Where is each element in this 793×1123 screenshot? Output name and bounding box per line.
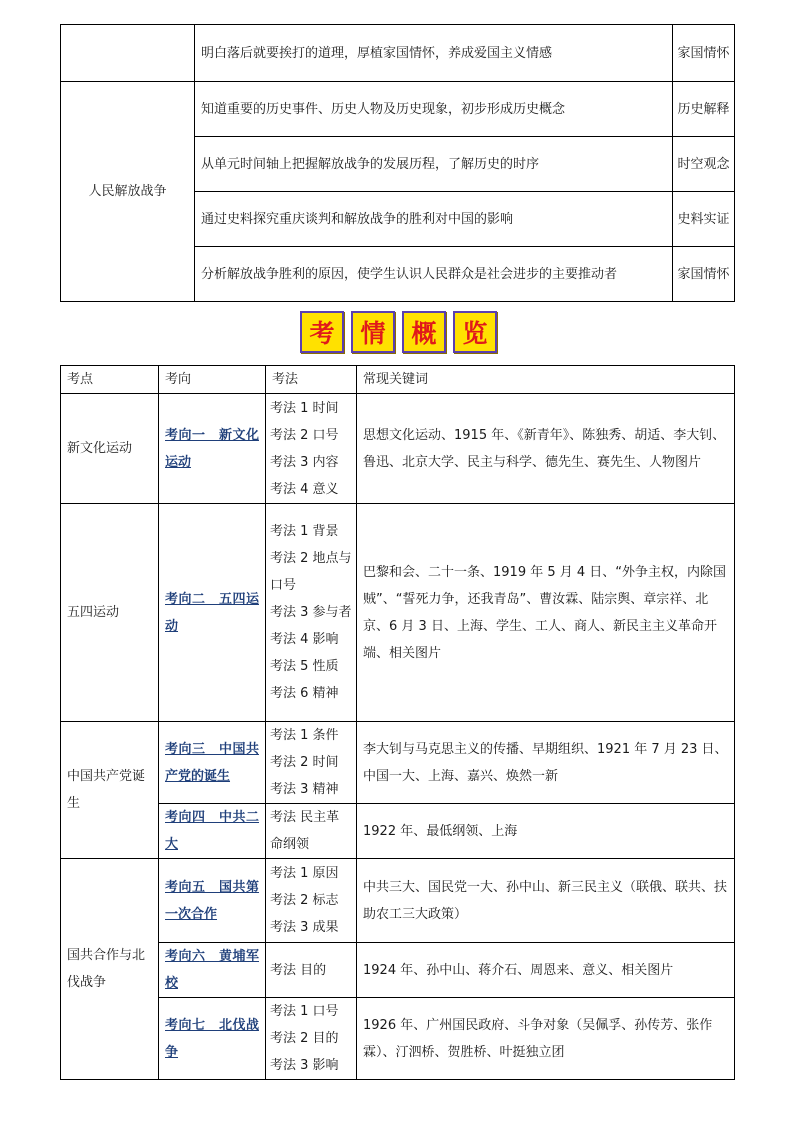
topic-cell: 五四运动 — [61, 504, 159, 722]
method-item: 考法 1 背景 — [270, 524, 339, 539]
method-item: 考法 3 成果 — [270, 920, 339, 935]
method-cell — [266, 504, 357, 722]
method-cell — [266, 943, 357, 998]
topic-cell: 中国共产党诞生 — [61, 722, 159, 859]
method-item: 考法 3 精神 — [270, 782, 339, 797]
direction-link[interactable]: 考向一 新文化运动 — [159, 394, 266, 504]
keywords-cell: 思想文化运动、1915 年、《新青年》、陈独秀、胡适、李大钊、鲁迅、北京大学、民主与科学、德先生、赛先生、人物图片 — [357, 394, 735, 504]
unit-cell: 人民解放战争 — [61, 82, 195, 302]
method-item: 考法 民主革命纲领 — [270, 810, 340, 852]
unit-cell — [61, 25, 195, 82]
keywords-cell: 巴黎和会、二十一条、1919 年 5 月 4 日、“外争主权，内除国贼”、“誓死力争，还我青岛”、曹汝霖、陆宗舆、章宗祥、北京、6 月 3 日、上海、学生、工人、商人、新民主主义革命开端、相关图片 — [357, 504, 735, 722]
table-row — [61, 504, 735, 722]
header-row — [61, 366, 735, 394]
method-cell — [266, 998, 357, 1080]
method-item: 考法 6 精神 — [270, 686, 339, 701]
table-row — [61, 998, 735, 1080]
table-row — [61, 25, 735, 82]
method-item: 考法 5 性质 — [270, 659, 339, 674]
method-item: 考法 4 影响 — [270, 632, 339, 647]
method-item: 考法 2 地点与口号 — [270, 551, 352, 593]
method-cell — [266, 722, 357, 804]
method-item: 考法 1 时间 — [270, 400, 339, 416]
section-banner — [300, 311, 497, 353]
method-item: 考法 目的 — [270, 962, 327, 978]
literacy-cell: 家国情怀 — [673, 25, 735, 82]
method-item: 考法 1 原因 — [270, 866, 339, 881]
goal-cell: 通过史料探究重庆谈判和解放战争的胜利对中国的影响 — [195, 192, 673, 247]
table-row — [61, 943, 735, 998]
direction-link[interactable]: 考向六 黄埔军校 — [159, 943, 266, 998]
direction-link[interactable]: 考向七 北伐战争 — [159, 998, 266, 1080]
banner-char: 概 — [402, 311, 446, 353]
method-item: 考法 4 意义 — [270, 481, 339, 497]
keywords-cell: 1922 年、最低纲领、上海 — [357, 804, 735, 859]
method-cell — [266, 804, 357, 859]
literacy-cell: 家国情怀 — [673, 247, 735, 302]
header-keywords: 常现关键词 — [357, 366, 735, 394]
method-item: 考法 2 标志 — [270, 893, 339, 908]
table-row — [61, 859, 735, 943]
banner-char: 情 — [351, 311, 395, 353]
method-item: 考法 1 条件 — [270, 728, 339, 743]
header-direction: 考向 — [159, 366, 266, 394]
direction-link[interactable]: 考向三 中国共产党的诞生 — [159, 722, 266, 804]
method-item: 考法 3 内容 — [270, 454, 339, 470]
keywords-cell: 中共三大、国民党一大、孙中山、新三民主义（联俄、联共、扶助农工三大政策） — [357, 859, 735, 943]
method-item: 考法 2 目的 — [270, 1031, 339, 1046]
literacy-cell: 史料实证 — [673, 192, 735, 247]
banner-char: 览 — [453, 311, 497, 353]
method-item: 考法 1 口号 — [270, 1004, 339, 1019]
table-row — [61, 722, 735, 804]
banner-char: 考 — [300, 311, 344, 353]
goal-cell: 知道重要的历史事件、历史人物及历史现象，初步形成历史概念 — [195, 82, 673, 137]
table-row — [61, 82, 735, 137]
goal-cell: 明白落后就要挨打的道理，厚植家国情怀，养成爱国主义情感 — [195, 25, 673, 82]
goal-cell: 分析解放战争胜利的原因，使学生认识人民群众是社会进步的主要推动者 — [195, 247, 673, 302]
topic-cell: 国共合作与北伐战争 — [61, 859, 159, 1080]
unit-goals-table — [60, 24, 735, 302]
method-item: 考法 3 参与者 — [270, 605, 352, 620]
direction-link[interactable]: 考向四 中共二大 — [159, 804, 266, 859]
exam-overview-table — [60, 365, 735, 1080]
method-item: 考法 2 时间 — [270, 755, 339, 770]
keywords-cell: 1924 年、孙中山、蒋介石、周恩来、意义、相关图片 — [357, 943, 735, 998]
direction-link[interactable]: 考向五 国共第一次合作 — [159, 859, 266, 943]
table-row — [61, 804, 735, 859]
table-row — [61, 394, 735, 504]
keywords-cell: 1926 年、广州国民政府、斗争对象（吴佩孚、孙传芳、张作霖）、汀泗桥、贺胜桥、叶挺独立团 — [357, 998, 735, 1080]
literacy-cell: 历史解释 — [673, 82, 735, 137]
header-topic: 考点 — [61, 366, 159, 394]
goal-cell: 从单元时间轴上把握解放战争的发展历程，了解历史的时序 — [195, 137, 673, 192]
keywords-cell: 李大钊与马克思主义的传播、早期组织、1921 年 7 月 23 日、中国一大、上海、嘉兴、焕然一新 — [357, 722, 735, 804]
direction-link[interactable]: 考向二 五四运动 — [159, 504, 266, 722]
method-item: 考法 3 影响 — [270, 1058, 339, 1073]
topic-cell: 新文化运动 — [61, 394, 159, 504]
header-method: 考法 — [266, 366, 357, 394]
method-item: 考法 2 口号 — [270, 427, 339, 443]
method-cell — [266, 394, 357, 504]
literacy-cell: 时空观念 — [673, 137, 735, 192]
method-cell — [266, 859, 357, 943]
